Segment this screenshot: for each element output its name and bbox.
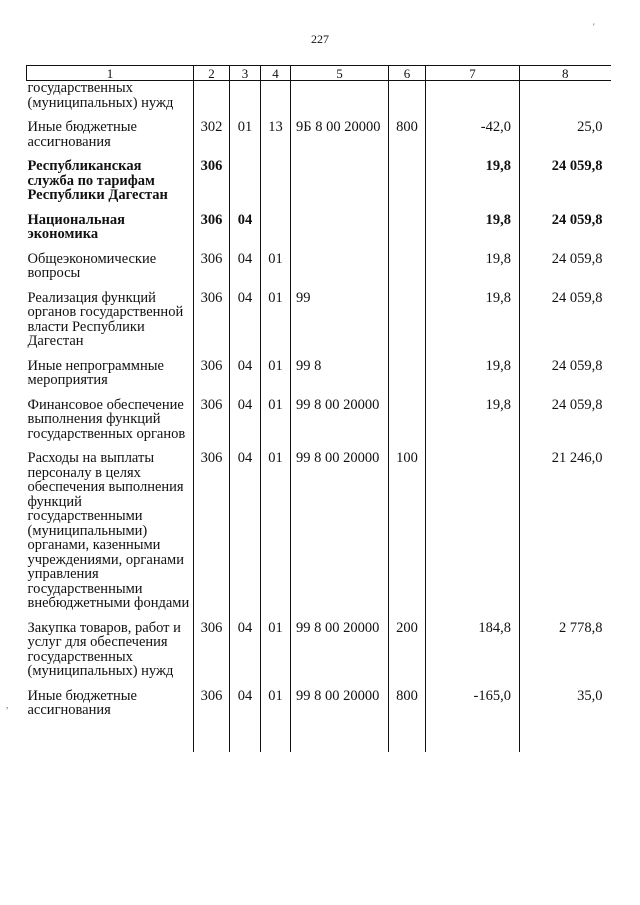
spacer-cell <box>426 203 520 213</box>
spacer-cell <box>27 679 194 689</box>
spacer-cell <box>261 149 291 159</box>
total-amount: 24 059,8 <box>520 398 611 442</box>
spacer-cell <box>426 679 520 689</box>
table-row <box>27 81 611 111</box>
spacer-cell <box>426 349 520 359</box>
total-amount: 24 059,8 <box>520 213 611 242</box>
row-name: Финансовое обеспечение выполнения функций государственных органов <box>27 398 194 442</box>
chapter-code: 01 <box>261 359 291 388</box>
spacer-cell <box>230 679 261 689</box>
spacer-cell <box>520 242 611 252</box>
target-article: 99 <box>291 291 389 349</box>
spacer-cell <box>389 388 426 398</box>
subsection-code: 04 <box>230 291 261 349</box>
chapter-code: 01 <box>261 451 291 611</box>
spacer-cell <box>27 281 194 291</box>
row-name: Иные непрограммные мероприятия <box>27 359 194 388</box>
spacer-cell <box>520 349 611 359</box>
target-article <box>291 213 389 242</box>
chapter-code: 01 <box>261 398 291 442</box>
row-spacer <box>27 679 611 689</box>
total-amount: 24 059,8 <box>520 291 611 349</box>
section-code: 306 <box>194 689 230 718</box>
spacer-cell <box>389 679 426 689</box>
spacer-cell <box>291 203 389 213</box>
header-col-3: 3 <box>230 66 261 81</box>
target-article: 99 8 00 20000 <box>291 689 389 718</box>
table-row <box>27 213 611 242</box>
header-col-8: 8 <box>520 66 611 81</box>
total-amount: 35,0 <box>520 689 611 718</box>
chapter-code: 13 <box>261 120 291 149</box>
spacer-cell <box>389 281 426 291</box>
spacer-cell <box>230 281 261 291</box>
spacer-cell <box>27 388 194 398</box>
spacer-cell <box>520 203 611 213</box>
spacer-cell <box>261 611 291 621</box>
filler-cell <box>261 728 291 752</box>
change-amount: 19,8 <box>426 398 520 442</box>
row-spacer <box>27 349 611 359</box>
total-amount: 2 778,8 <box>520 621 611 679</box>
table-row <box>27 621 611 679</box>
spacer-cell <box>291 349 389 359</box>
expense-type: 800 <box>389 120 426 149</box>
row-name: Закупка товаров, работ и услуг для обеспечения государственных (муниципальных) нужд <box>27 621 194 679</box>
spacer-cell <box>194 611 230 621</box>
spacer-cell <box>389 203 426 213</box>
target-article: 99 8 00 20000 <box>291 398 389 442</box>
column-filler <box>27 728 611 752</box>
spacer-cell <box>230 149 261 159</box>
spacer-cell <box>389 611 426 621</box>
spacer-cell <box>520 718 611 728</box>
spacer-cell <box>291 281 389 291</box>
table-row <box>27 451 611 611</box>
subsection-code: 04 <box>230 359 261 388</box>
subsection-code <box>230 159 261 203</box>
subsection-code: 04 <box>230 451 261 611</box>
target-article: 9Б 8 00 20000 <box>291 120 389 149</box>
spacer-cell <box>426 388 520 398</box>
spacer-cell <box>194 203 230 213</box>
header-row <box>27 66 611 81</box>
target-article <box>291 81 389 111</box>
row-spacer <box>27 718 611 728</box>
row-name: государственных (муниципальных) нужд <box>27 81 194 111</box>
spacer-cell <box>520 388 611 398</box>
scan-speck: ' <box>593 22 595 32</box>
budget-table <box>26 65 611 752</box>
section-code: 306 <box>194 159 230 203</box>
change-amount: 184,8 <box>426 621 520 679</box>
spacer-cell <box>261 718 291 728</box>
section-code: 306 <box>194 359 230 388</box>
expense-type <box>389 81 426 111</box>
spacer-cell <box>230 203 261 213</box>
subsection-code: 01 <box>230 120 261 149</box>
spacer-cell <box>27 718 194 728</box>
expense-type: 100 <box>389 451 426 611</box>
filler-cell <box>291 728 389 752</box>
filler-cell <box>27 728 194 752</box>
scan-speck: , <box>6 700 9 710</box>
expense-type <box>389 359 426 388</box>
subsection-code: 04 <box>230 252 261 281</box>
change-amount: 19,8 <box>426 159 520 203</box>
total-amount: 25,0 <box>520 120 611 149</box>
spacer-cell <box>426 441 520 451</box>
spacer-cell <box>291 679 389 689</box>
spacer-cell <box>291 718 389 728</box>
section-code: 306 <box>194 291 230 349</box>
section-code: 306 <box>194 213 230 242</box>
spacer-cell <box>389 349 426 359</box>
spacer-cell <box>261 388 291 398</box>
spacer-cell <box>194 388 230 398</box>
spacer-cell <box>230 242 261 252</box>
spacer-cell <box>27 611 194 621</box>
spacer-cell <box>261 679 291 689</box>
header-col-7: 7 <box>426 66 520 81</box>
spacer-cell <box>261 242 291 252</box>
row-spacer <box>27 611 611 621</box>
row-name: Реализация функций органов государственной власти Республики Дагестан <box>27 291 194 349</box>
total-amount: 24 059,8 <box>520 159 611 203</box>
expense-type: 800 <box>389 689 426 718</box>
target-article: 99 8 00 20000 <box>291 621 389 679</box>
expense-type <box>389 213 426 242</box>
table-row <box>27 159 611 203</box>
change-amount: 19,8 <box>426 252 520 281</box>
row-name: Республиканская служба по тарифам Республики Дагестан <box>27 159 194 203</box>
subsection-code: 04 <box>230 213 261 242</box>
spacer-cell <box>194 281 230 291</box>
expense-type: 200 <box>389 621 426 679</box>
spacer-cell <box>261 349 291 359</box>
table-row <box>27 398 611 442</box>
spacer-cell <box>194 718 230 728</box>
chapter-code: 01 <box>261 689 291 718</box>
spacer-cell <box>291 149 389 159</box>
row-name: Иные бюджетные ассигнования <box>27 120 194 149</box>
change-amount <box>426 451 520 611</box>
subsection-code: 04 <box>230 621 261 679</box>
chapter-code: 01 <box>261 291 291 349</box>
spacer-cell <box>426 611 520 621</box>
page-number: 227 <box>311 32 329 46</box>
row-name: Национальная экономика <box>27 213 194 242</box>
spacer-cell <box>194 242 230 252</box>
spacer-cell <box>426 281 520 291</box>
header-col-6: 6 <box>389 66 426 81</box>
expense-type <box>389 398 426 442</box>
section-code: 302 <box>194 120 230 149</box>
table-row <box>27 252 611 281</box>
spacer-cell <box>230 611 261 621</box>
change-amount: 19,8 <box>426 359 520 388</box>
row-spacer <box>27 388 611 398</box>
expense-type <box>389 159 426 203</box>
section-code: 306 <box>194 252 230 281</box>
spacer-cell <box>194 679 230 689</box>
subsection-code: 04 <box>230 689 261 718</box>
section-code: 306 <box>194 621 230 679</box>
total-amount <box>520 81 611 111</box>
change-amount <box>426 81 520 111</box>
chapter-code: 01 <box>261 252 291 281</box>
change-amount: 19,8 <box>426 291 520 349</box>
filler-cell <box>426 728 520 752</box>
header-col-2: 2 <box>194 66 230 81</box>
row-spacer <box>27 242 611 252</box>
row-spacer <box>27 203 611 213</box>
change-amount: 19,8 <box>426 213 520 242</box>
total-amount: 24 059,8 <box>520 359 611 388</box>
section-code <box>194 81 230 111</box>
change-amount: -165,0 <box>426 689 520 718</box>
spacer-cell <box>389 149 426 159</box>
spacer-cell <box>230 388 261 398</box>
spacer-cell <box>426 718 520 728</box>
target-article <box>291 252 389 281</box>
row-name: Расходы на выплаты персоналу в целях обеспечения выполнения функций государственными (муниципальными) органами, казенными учреждениями, органами управления государственными внебюджетными фондами <box>27 451 194 611</box>
total-amount: 24 059,8 <box>520 252 611 281</box>
header-col-1: 1 <box>27 66 194 81</box>
chapter-code <box>261 81 291 111</box>
table-row <box>27 291 611 349</box>
spacer-cell <box>520 611 611 621</box>
chapter-code <box>261 159 291 203</box>
spacer-cell <box>194 349 230 359</box>
spacer-cell <box>261 281 291 291</box>
spacer-cell <box>291 388 389 398</box>
spacer-cell <box>389 242 426 252</box>
spacer-cell <box>230 718 261 728</box>
subsection-code: 04 <box>230 398 261 442</box>
filler-cell <box>389 728 426 752</box>
spacer-cell <box>291 242 389 252</box>
spacer-cell <box>27 242 194 252</box>
spacer-cell <box>520 679 611 689</box>
spacer-cell <box>291 611 389 621</box>
spacer-cell <box>426 242 520 252</box>
change-amount: -42,0 <box>426 120 520 149</box>
row-spacer <box>27 281 611 291</box>
spacer-cell <box>230 349 261 359</box>
table-row <box>27 689 611 718</box>
header-col-5: 5 <box>291 66 389 81</box>
total-amount: 21 246,0 <box>520 451 611 611</box>
table-row <box>27 359 611 388</box>
subsection-code <box>230 81 261 111</box>
row-name: Общеэкономические вопросы <box>27 252 194 281</box>
spacer-cell <box>389 718 426 728</box>
row-name: Иные бюджетные ассигнования <box>27 689 194 718</box>
chapter-code: 01 <box>261 621 291 679</box>
section-code: 306 <box>194 398 230 442</box>
target-article <box>291 159 389 203</box>
table-row <box>27 120 611 149</box>
expense-type <box>389 291 426 349</box>
spacer-cell <box>261 203 291 213</box>
filler-cell <box>520 728 611 752</box>
target-article: 99 8 00 20000 <box>291 451 389 611</box>
expense-type <box>389 252 426 281</box>
section-code: 306 <box>194 451 230 611</box>
target-article: 99 8 <box>291 359 389 388</box>
header-col-4: 4 <box>261 66 291 81</box>
table-body <box>27 81 611 752</box>
spacer-cell <box>27 203 194 213</box>
filler-cell <box>194 728 230 752</box>
chapter-code <box>261 213 291 242</box>
spacer-cell <box>520 281 611 291</box>
filler-cell <box>230 728 261 752</box>
spacer-cell <box>27 349 194 359</box>
